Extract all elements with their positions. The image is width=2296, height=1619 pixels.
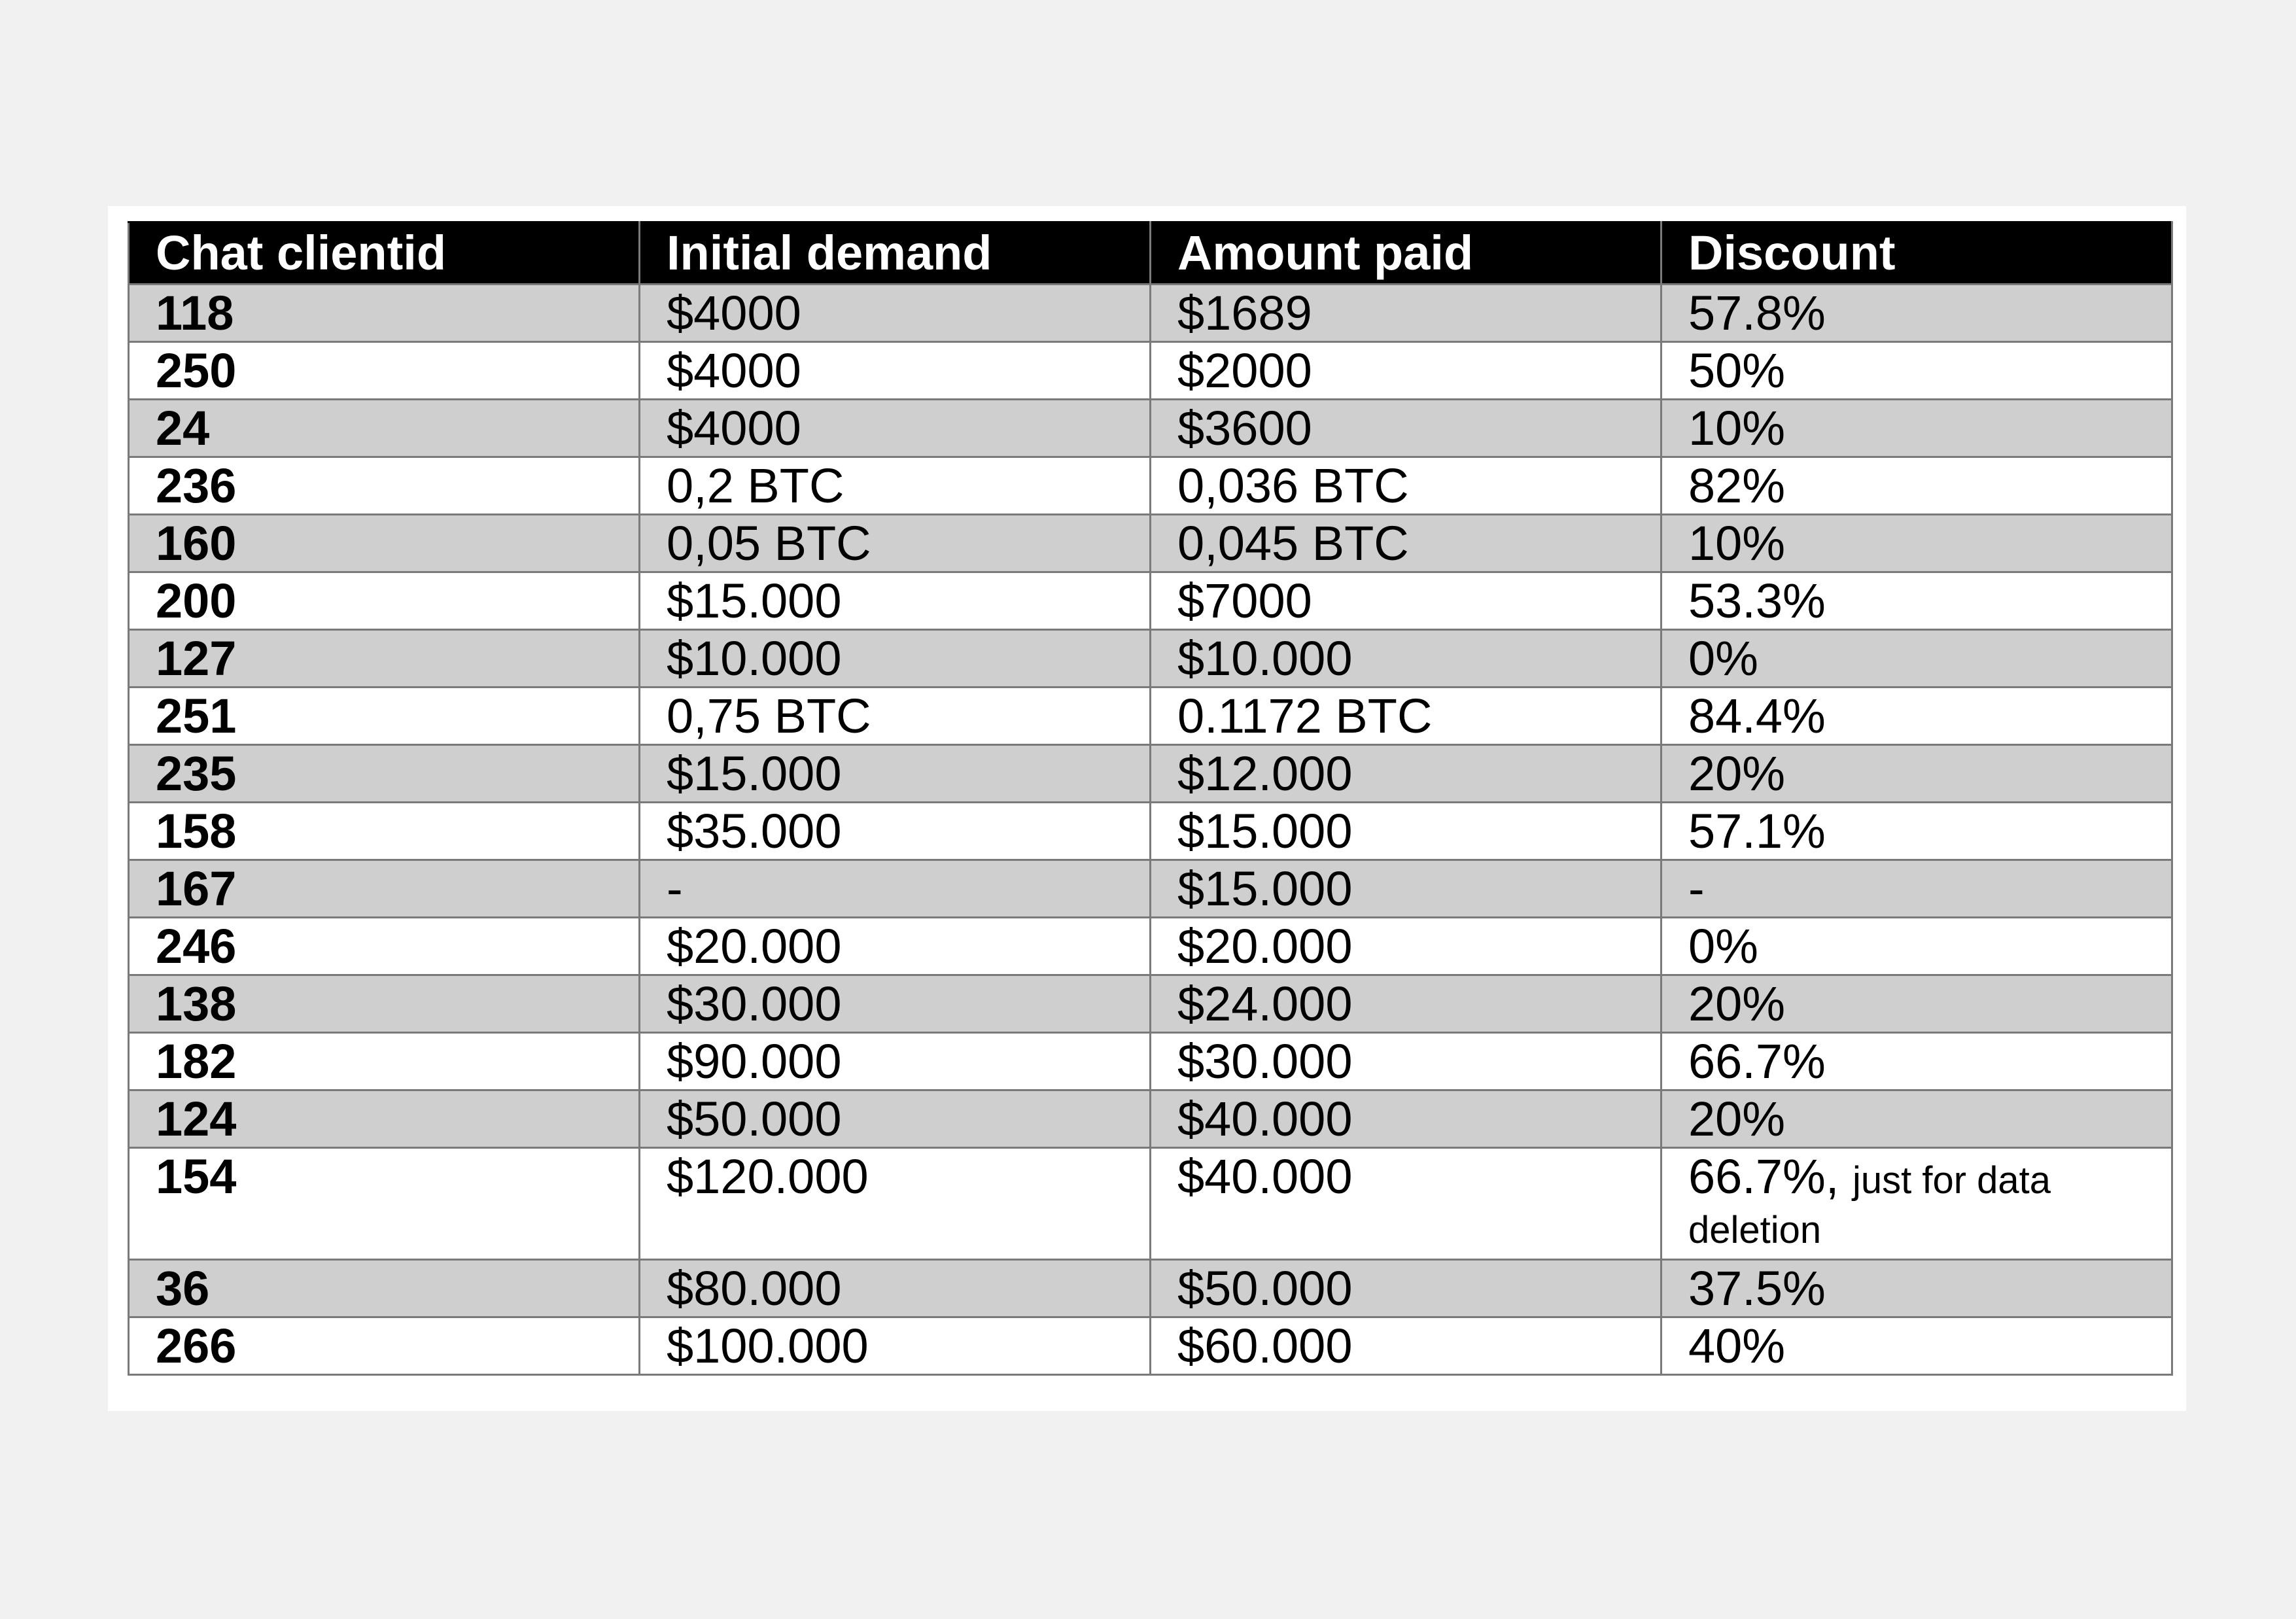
cell-discount: 37.5% xyxy=(1661,1260,2172,1317)
table-header-row xyxy=(129,222,2172,285)
cell-clientid: 246 xyxy=(129,918,640,975)
cell-initial-demand: $4000 xyxy=(640,285,1151,342)
cell-amount-paid: $50.000 xyxy=(1151,1260,1661,1317)
cell-clientid: 235 xyxy=(129,745,640,803)
cell-initial-demand: 0,2 BTC xyxy=(640,457,1151,515)
cell-clientid: 138 xyxy=(129,975,640,1033)
cell-discount: 66.7% xyxy=(1661,1033,2172,1090)
cell-initial-demand: $30.000 xyxy=(640,975,1151,1033)
cell-discount: 82% xyxy=(1661,457,2172,515)
cell-initial-demand: $120.000 xyxy=(640,1148,1151,1260)
table-row xyxy=(129,860,2172,918)
cell-discount: 20% xyxy=(1661,745,2172,803)
cell-clientid: 36 xyxy=(129,1260,640,1317)
cell-initial-demand: $4000 xyxy=(640,400,1151,457)
cell-discount: 57.1% xyxy=(1661,803,2172,860)
cell-initial-demand: - xyxy=(640,860,1151,918)
header-chat-clientid: Chat clientid xyxy=(129,222,640,285)
cell-amount-paid: $24.000 xyxy=(1151,975,1661,1033)
cell-clientid: 251 xyxy=(129,688,640,745)
cell-amount-paid: $40.000 xyxy=(1151,1148,1661,1260)
cell-amount-paid: $60.000 xyxy=(1151,1317,1661,1375)
discount-note: just for data deletion xyxy=(1688,1159,2051,1251)
table-row xyxy=(129,1033,2172,1090)
cell-initial-demand: $35.000 xyxy=(640,803,1151,860)
cell-amount-paid: $20.000 xyxy=(1151,918,1661,975)
cell-clientid: 266 xyxy=(129,1317,640,1375)
cell-discount: 10% xyxy=(1661,400,2172,457)
table-row xyxy=(129,457,2172,515)
cell-initial-demand: $15.000 xyxy=(640,572,1151,630)
cell-clientid: 24 xyxy=(129,400,640,457)
cell-initial-demand: $15.000 xyxy=(640,745,1151,803)
cell-amount-paid: $15.000 xyxy=(1151,803,1661,860)
table-row xyxy=(129,285,2172,342)
cell-clientid: 250 xyxy=(129,342,640,400)
table-row xyxy=(129,572,2172,630)
cell-clientid: 118 xyxy=(129,285,640,342)
cell-discount: 53.3% xyxy=(1661,572,2172,630)
cell-discount: 50% xyxy=(1661,342,2172,400)
cell-initial-demand: 0,75 BTC xyxy=(640,688,1151,745)
cell-discount: 84.4% xyxy=(1661,688,2172,745)
table-row xyxy=(129,1260,2172,1317)
header-amount-paid: Amount paid xyxy=(1151,222,1661,285)
cell-amount-paid: $40.000 xyxy=(1151,1090,1661,1148)
cell-clientid: 200 xyxy=(129,572,640,630)
table-row xyxy=(129,1317,2172,1375)
cell-amount-paid: $12.000 xyxy=(1151,745,1661,803)
header-initial-demand: Initial demand xyxy=(640,222,1151,285)
cell-initial-demand: $20.000 xyxy=(640,918,1151,975)
cell-amount-paid: 0.1172 BTC xyxy=(1151,688,1661,745)
payments-table xyxy=(128,221,2173,1376)
cell-discount: - xyxy=(1661,860,2172,918)
cell-initial-demand: $90.000 xyxy=(640,1033,1151,1090)
table-row xyxy=(129,745,2172,803)
table-row xyxy=(129,515,2172,572)
table-row xyxy=(129,400,2172,457)
cell-initial-demand: $100.000 xyxy=(640,1317,1151,1375)
cell-amount-paid: $3600 xyxy=(1151,400,1661,457)
cell-initial-demand: $4000 xyxy=(640,342,1151,400)
cell-discount: 40% xyxy=(1661,1317,2172,1375)
cell-initial-demand: $50.000 xyxy=(640,1090,1151,1148)
table-row xyxy=(129,630,2172,688)
table-row xyxy=(129,342,2172,400)
cell-initial-demand: $80.000 xyxy=(640,1260,1151,1317)
cell-amount-paid: 0,045 BTC xyxy=(1151,515,1661,572)
cell-amount-paid: $1689 xyxy=(1151,285,1661,342)
cell-initial-demand: $10.000 xyxy=(640,630,1151,688)
cell-clientid: 167 xyxy=(129,860,640,918)
cell-amount-paid: 0,036 BTC xyxy=(1151,457,1661,515)
cell-amount-paid: $15.000 xyxy=(1151,860,1661,918)
table-row xyxy=(129,688,2172,745)
cell-clientid: 124 xyxy=(129,1090,640,1148)
cell-clientid: 158 xyxy=(129,803,640,860)
cell-discount: 57.8% xyxy=(1661,285,2172,342)
cell-discount: 10% xyxy=(1661,515,2172,572)
cell-discount: 20% xyxy=(1661,1090,2172,1148)
cell-amount-paid: $30.000 xyxy=(1151,1033,1661,1090)
table-row xyxy=(129,1090,2172,1148)
table-row xyxy=(129,1148,2172,1260)
cell-discount xyxy=(1661,1148,2172,1260)
cell-amount-paid: $2000 xyxy=(1151,342,1661,400)
cell-amount-paid: $7000 xyxy=(1151,572,1661,630)
header-discount: Discount xyxy=(1661,222,2172,285)
cell-clientid: 127 xyxy=(129,630,640,688)
cell-initial-demand: 0,05 BTC xyxy=(640,515,1151,572)
cell-clientid: 236 xyxy=(129,457,640,515)
discount-value: 66.7%, xyxy=(1688,1149,1839,1204)
cell-discount: 20% xyxy=(1661,975,2172,1033)
table-row xyxy=(129,803,2172,860)
cell-clientid: 160 xyxy=(129,515,640,572)
cell-clientid: 182 xyxy=(129,1033,640,1090)
cell-discount: 0% xyxy=(1661,918,2172,975)
cell-clientid: 154 xyxy=(129,1148,640,1260)
cell-amount-paid: $10.000 xyxy=(1151,630,1661,688)
table-row xyxy=(129,918,2172,975)
cell-discount: 0% xyxy=(1661,630,2172,688)
table-row xyxy=(129,975,2172,1033)
